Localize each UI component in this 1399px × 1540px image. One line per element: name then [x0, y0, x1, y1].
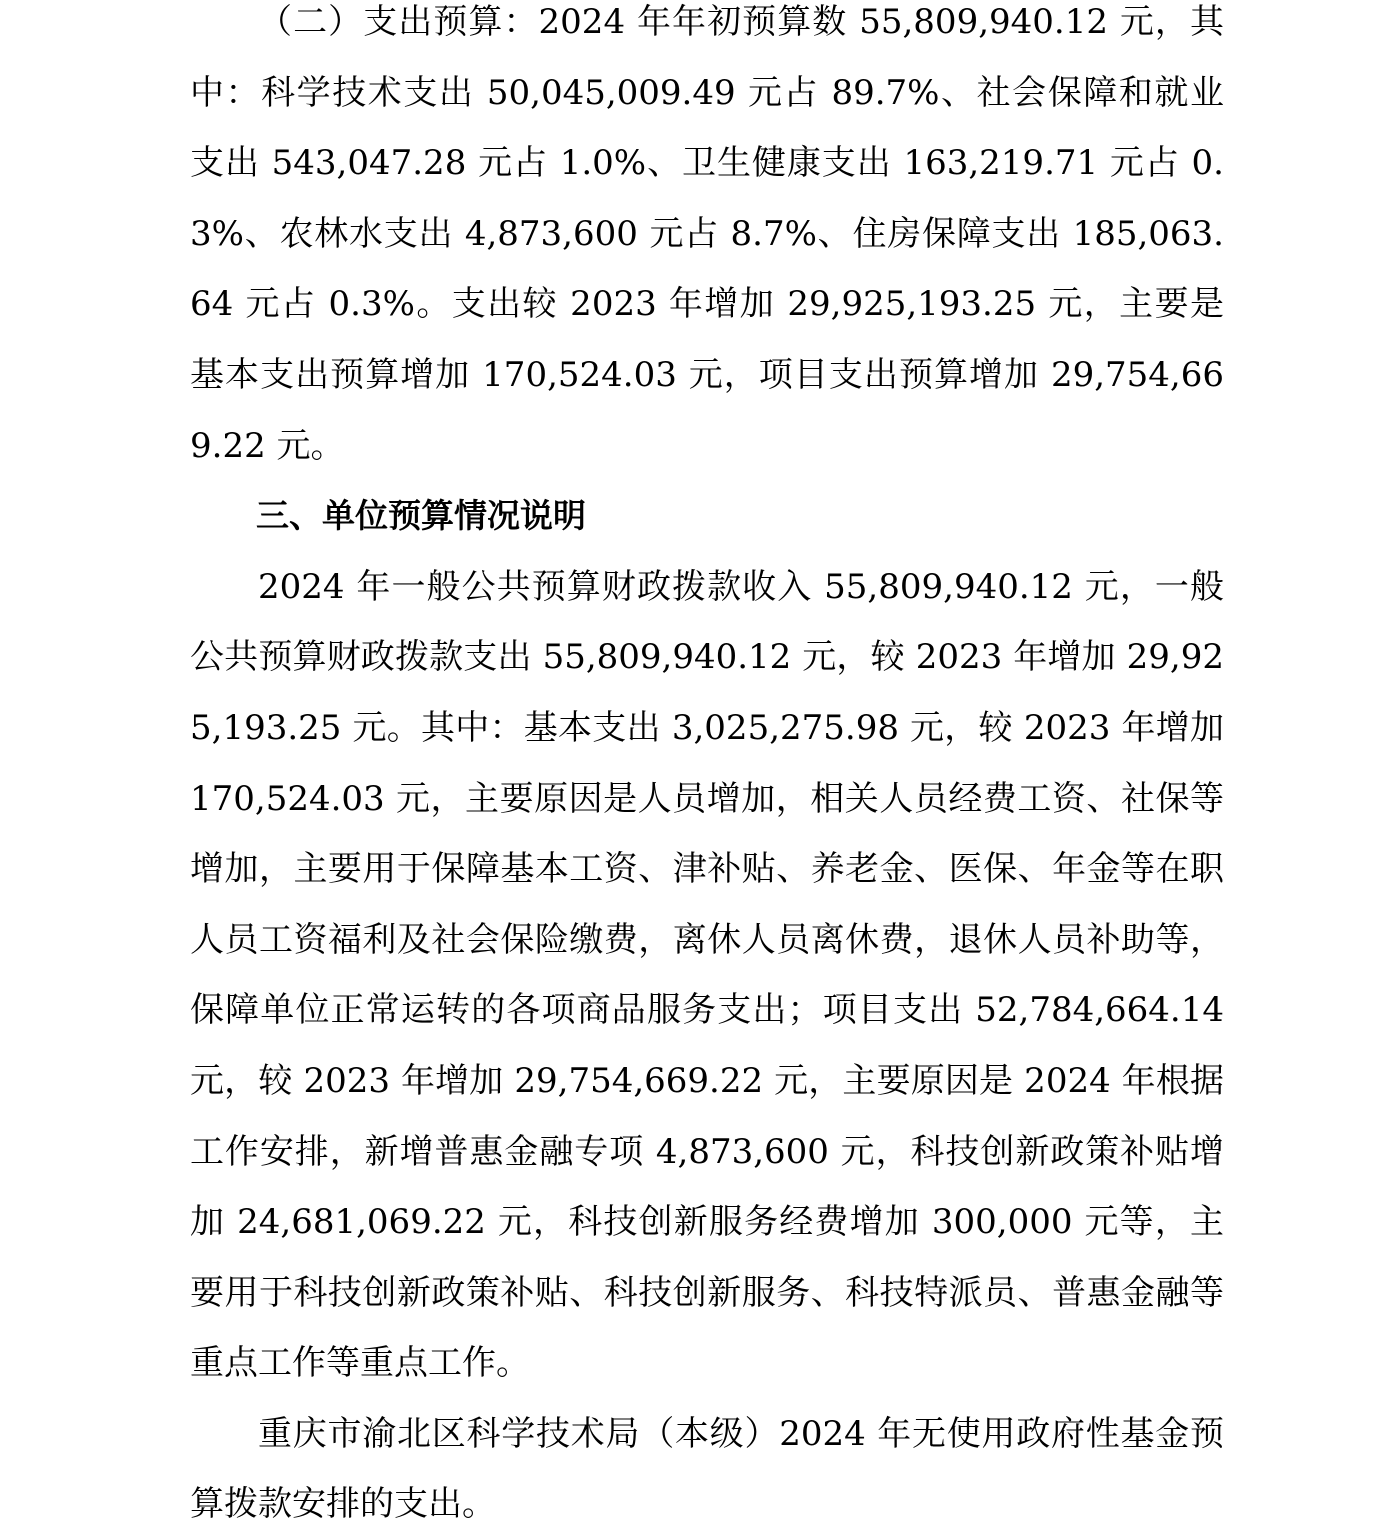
document-page [190, 0, 1224, 1540]
government-fund-paragraph: 重庆市渝北区科学技术局（本级）2024 年无使用政府性基金预算拨款安排的支出。 [190, 1413, 1224, 1525]
section-heading: 三、单位预算情况说明 [256, 496, 586, 536]
expense-budget-paragraph: （二）支出预算：2024 年年初预算数 55,809,940.12 元，其中：科学技术支出 50,045,009.49 元占 89.7%、社会保障和就业支出 543,047.28 元占 1.0%、卫生健康支出 163,219.71 元占 0.3%、农林水支出 4,873,600 元占 8.7%、住房保障支出 185,063.64 元占 0.3%。支出较 2023 年增加 29,925,193.25 元，主要是基本支出预算增加 170,524.03 元，项目支出预算增加 29,754,669.22 元。 [190, 2, 1224, 466]
budget-description-paragraph: 2024 年一般公共预算财政拨款收入 55,809,940.12 元，一般公共预算财政拨款支出 55,809,940.12 元，较 2023 年增加 29,925,193.25 元。其中：基本支出 3,025,275.98 元，较 2023 年增加 170,524.03 元，主要原因是人员增加，相关人员经费工资、社保等增加，主要用于保障基本工资、津补贴、养老金、医保、年金等在职人员工资福利及社会保险缴费，离休人员离休费，退休人员补助等，保障单位正常运转的各项商品服务支出；项目支出 52,784,664.14 元，较 2023 年增加 29,754,669.22 元，主要原因是 2024 年根据工作安排，新增普惠金融专项 4,873,600 元，科技创新政策补贴增加 24,681,069.22 元，科技创新服务经费增加 300,000 元等，主要用于科技创新政策补贴、科技创新服务、科技特派员、普惠金融等重点工作等重点工作。 [190, 566, 1224, 1384]
